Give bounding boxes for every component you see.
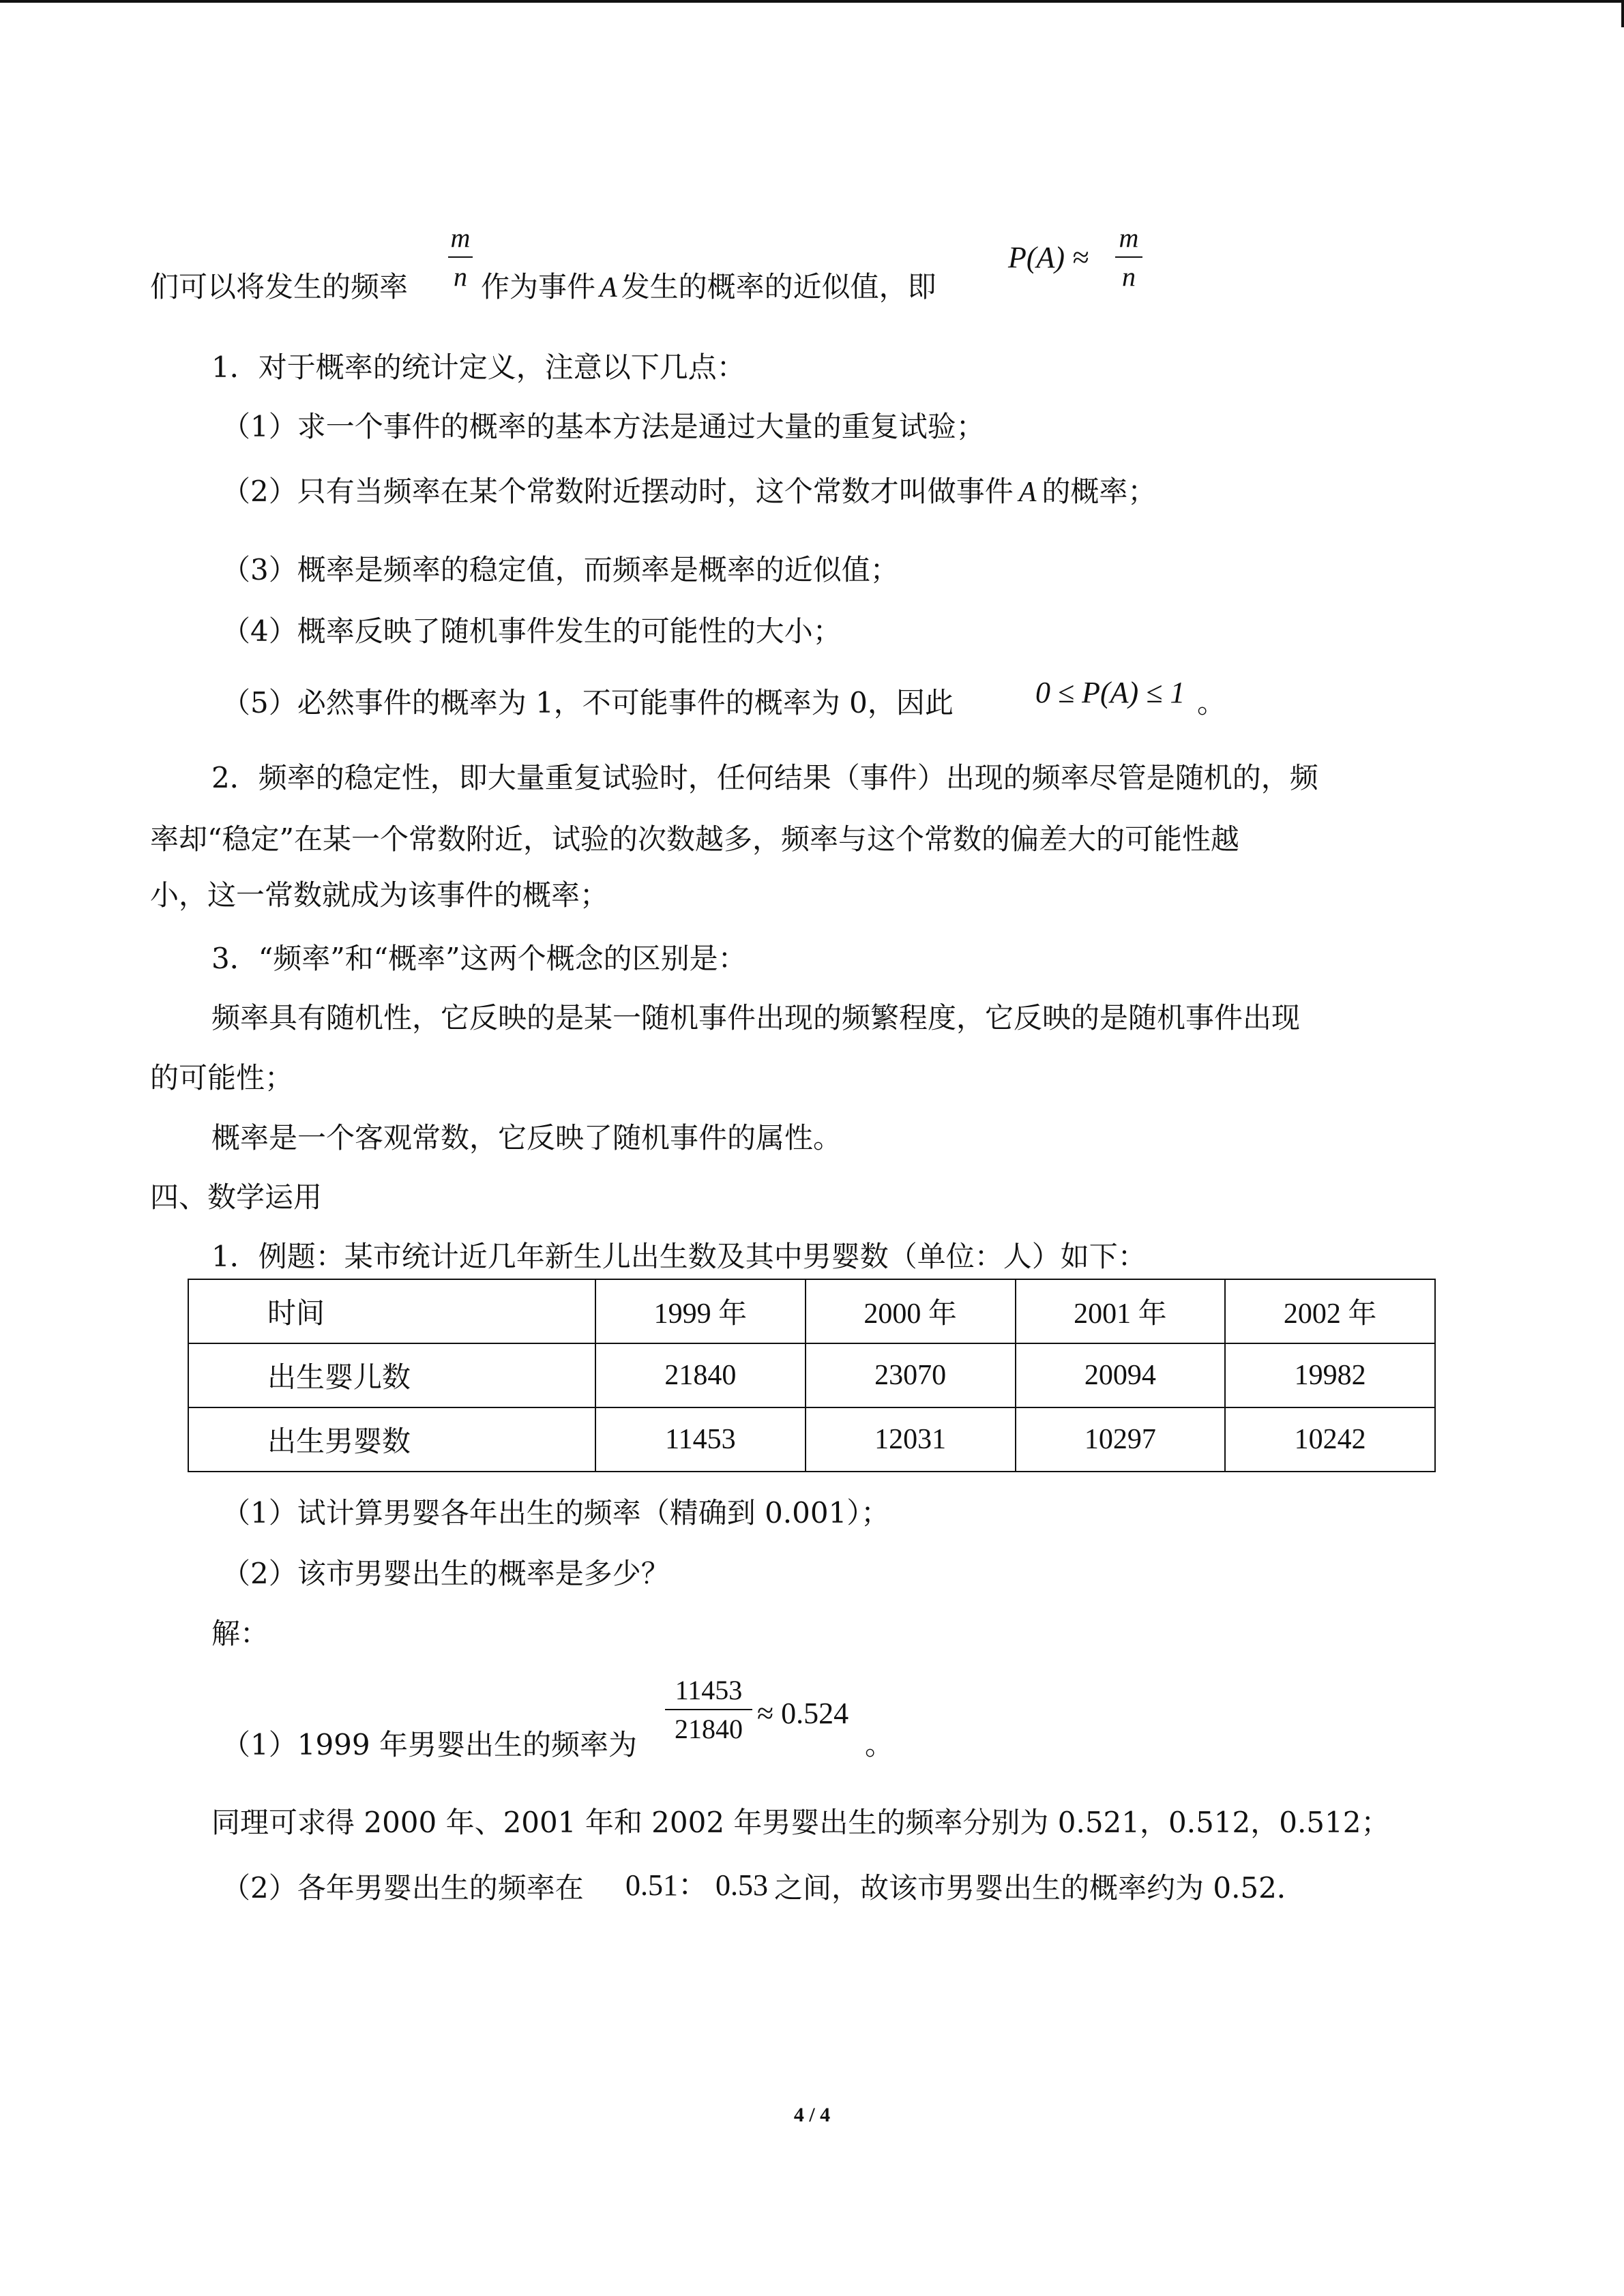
intro-line-b xyxy=(481,270,936,303)
point2-line3: 小，这一常数就成为该事件的概率； xyxy=(150,878,609,912)
probability-bounds-formula: 0 ≤ P(A) ≤ 1 xyxy=(1035,676,1185,709)
formula-denominator: n xyxy=(1122,261,1136,292)
table-cell: 21840 xyxy=(595,1343,806,1407)
table-row xyxy=(188,1407,1435,1472)
intro-line xyxy=(150,270,409,303)
intro-text-b: 作为事件 xyxy=(481,270,596,303)
question-1: （1）试计算男婴各年出生的频率（精确到 0.001）； xyxy=(222,1496,890,1530)
point1-item5: （5）必然事件的概率为 1，不可能事件的概率为 0，因此 xyxy=(222,686,954,719)
solution-approx: ≈ 0.524 xyxy=(757,1697,849,1730)
table-header-cell: 2002 年 xyxy=(1225,1279,1435,1343)
intro-text-c: 发生的概率的近似值，即 xyxy=(621,270,936,303)
frequency-range: 0.51： 0.53 xyxy=(625,1868,768,1902)
solution-step2: （2）各年男婴出生的频率在 xyxy=(222,1871,584,1905)
point3-line1: 频率具有随机性，它反映的是某一随机事件出现的频繁程度，它反映的是随机事件出现 xyxy=(211,1001,1301,1034)
table-cell: 11453 xyxy=(595,1407,806,1472)
probability-fraction xyxy=(1115,222,1142,293)
solution-step1b: 同理可求得 2000 年、2001 年和 2002 年男婴出生的频率分别为 0.521，0.512，0.512； xyxy=(211,1806,1390,1839)
page-number: 4 / 4 xyxy=(793,2104,831,2126)
section4-title: 四、数学运用 xyxy=(150,1180,323,1214)
event-symbol-2: A xyxy=(1018,477,1037,508)
table-cell: 10297 xyxy=(1016,1407,1226,1472)
question-2: （2）该市男婴出生的概率是多少？ xyxy=(222,1557,670,1590)
fraction-bar xyxy=(448,256,473,258)
solution-label: 解： xyxy=(211,1617,269,1650)
probability-formula-left: P(A) ≈ xyxy=(1008,241,1089,274)
table-cell: 出生婴儿数 xyxy=(188,1343,595,1407)
point1-item3: （3）概率是频率的稳定值，而频率是概率的近似值； xyxy=(222,553,899,586)
page-top-border xyxy=(0,0,1624,3)
table-header-cell: 1999 年 xyxy=(595,1279,806,1343)
fraction-denominator: n xyxy=(454,261,467,292)
point1-item2: （2）只有当频率在某个常数附近摆动时，这个常数才叫做事件 A 的概率； xyxy=(222,475,1157,508)
table-header-cell: 时间 xyxy=(188,1279,595,1343)
table-cell: 10242 xyxy=(1225,1407,1435,1472)
table-cell: 20094 xyxy=(1016,1343,1226,1407)
solution-fraction-bar xyxy=(665,1709,752,1710)
table-header-cell: 2000 年 xyxy=(806,1279,1016,1343)
page-right-border xyxy=(1621,0,1624,27)
frequency-fraction xyxy=(448,222,473,293)
solution-step1: （1）1999 年男婴出生的频率为 xyxy=(222,1728,637,1761)
table-row xyxy=(188,1343,1435,1407)
point1-item5-end: 。 xyxy=(1197,686,1226,719)
table-cell: 19982 xyxy=(1225,1343,1435,1407)
solution-denominator: 21840 xyxy=(675,1714,743,1744)
table-header-cell: 2001 年 xyxy=(1016,1279,1226,1343)
point1-heading: 1．对于概率的统计定义，注意以下几点： xyxy=(211,351,745,384)
solution-step1-end: 。 xyxy=(865,1728,894,1761)
table-header-row xyxy=(188,1279,1435,1343)
event-symbol: A xyxy=(600,272,617,303)
point2-line1: 2．频率的稳定性，即大量重复试验时，任何结果（事件）出现的频率尽管是随机的，频 xyxy=(211,761,1318,794)
birth-statistics-table xyxy=(188,1279,1436,1472)
point3-heading: 3．“频率”和“概率”这两个概念的区别是： xyxy=(211,942,747,975)
table-cell: 出生男婴数 xyxy=(188,1407,595,1472)
solution-step2-end: 之间，故该市男婴出生的概率约为 0.52． xyxy=(774,1871,1305,1905)
table-cell: 12031 xyxy=(806,1407,1016,1472)
formula-numerator: m xyxy=(1119,222,1139,253)
point3-line3: 概率是一个客观常数，它反映了随机事件的属性。 xyxy=(211,1121,842,1154)
formula-bar xyxy=(1115,256,1142,258)
solution-fraction xyxy=(665,1674,752,1745)
point3-line2: 的可能性； xyxy=(150,1061,294,1094)
point1-item1: （1）求一个事件的概率的基本方法是通过大量的重复试验； xyxy=(222,410,985,443)
intro-text-a: 们可以将发生的频率 xyxy=(150,270,409,303)
point1-item4: （4）概率反映了随机事件发生的可能性的大小； xyxy=(222,614,842,648)
table-cell: 23070 xyxy=(806,1343,1016,1407)
point2-line2: 率却“稳定”在某一个常数附近，试验的次数越多，频率与这个常数的偏差大的可能性越 xyxy=(150,822,1239,856)
section4-example: 1．例题：某市统计近几年新生儿出生数及其中男婴数（单位：人）如下： xyxy=(211,1240,1147,1273)
fraction-numerator: m xyxy=(450,222,471,253)
solution-numerator: 11453 xyxy=(675,1675,743,1705)
